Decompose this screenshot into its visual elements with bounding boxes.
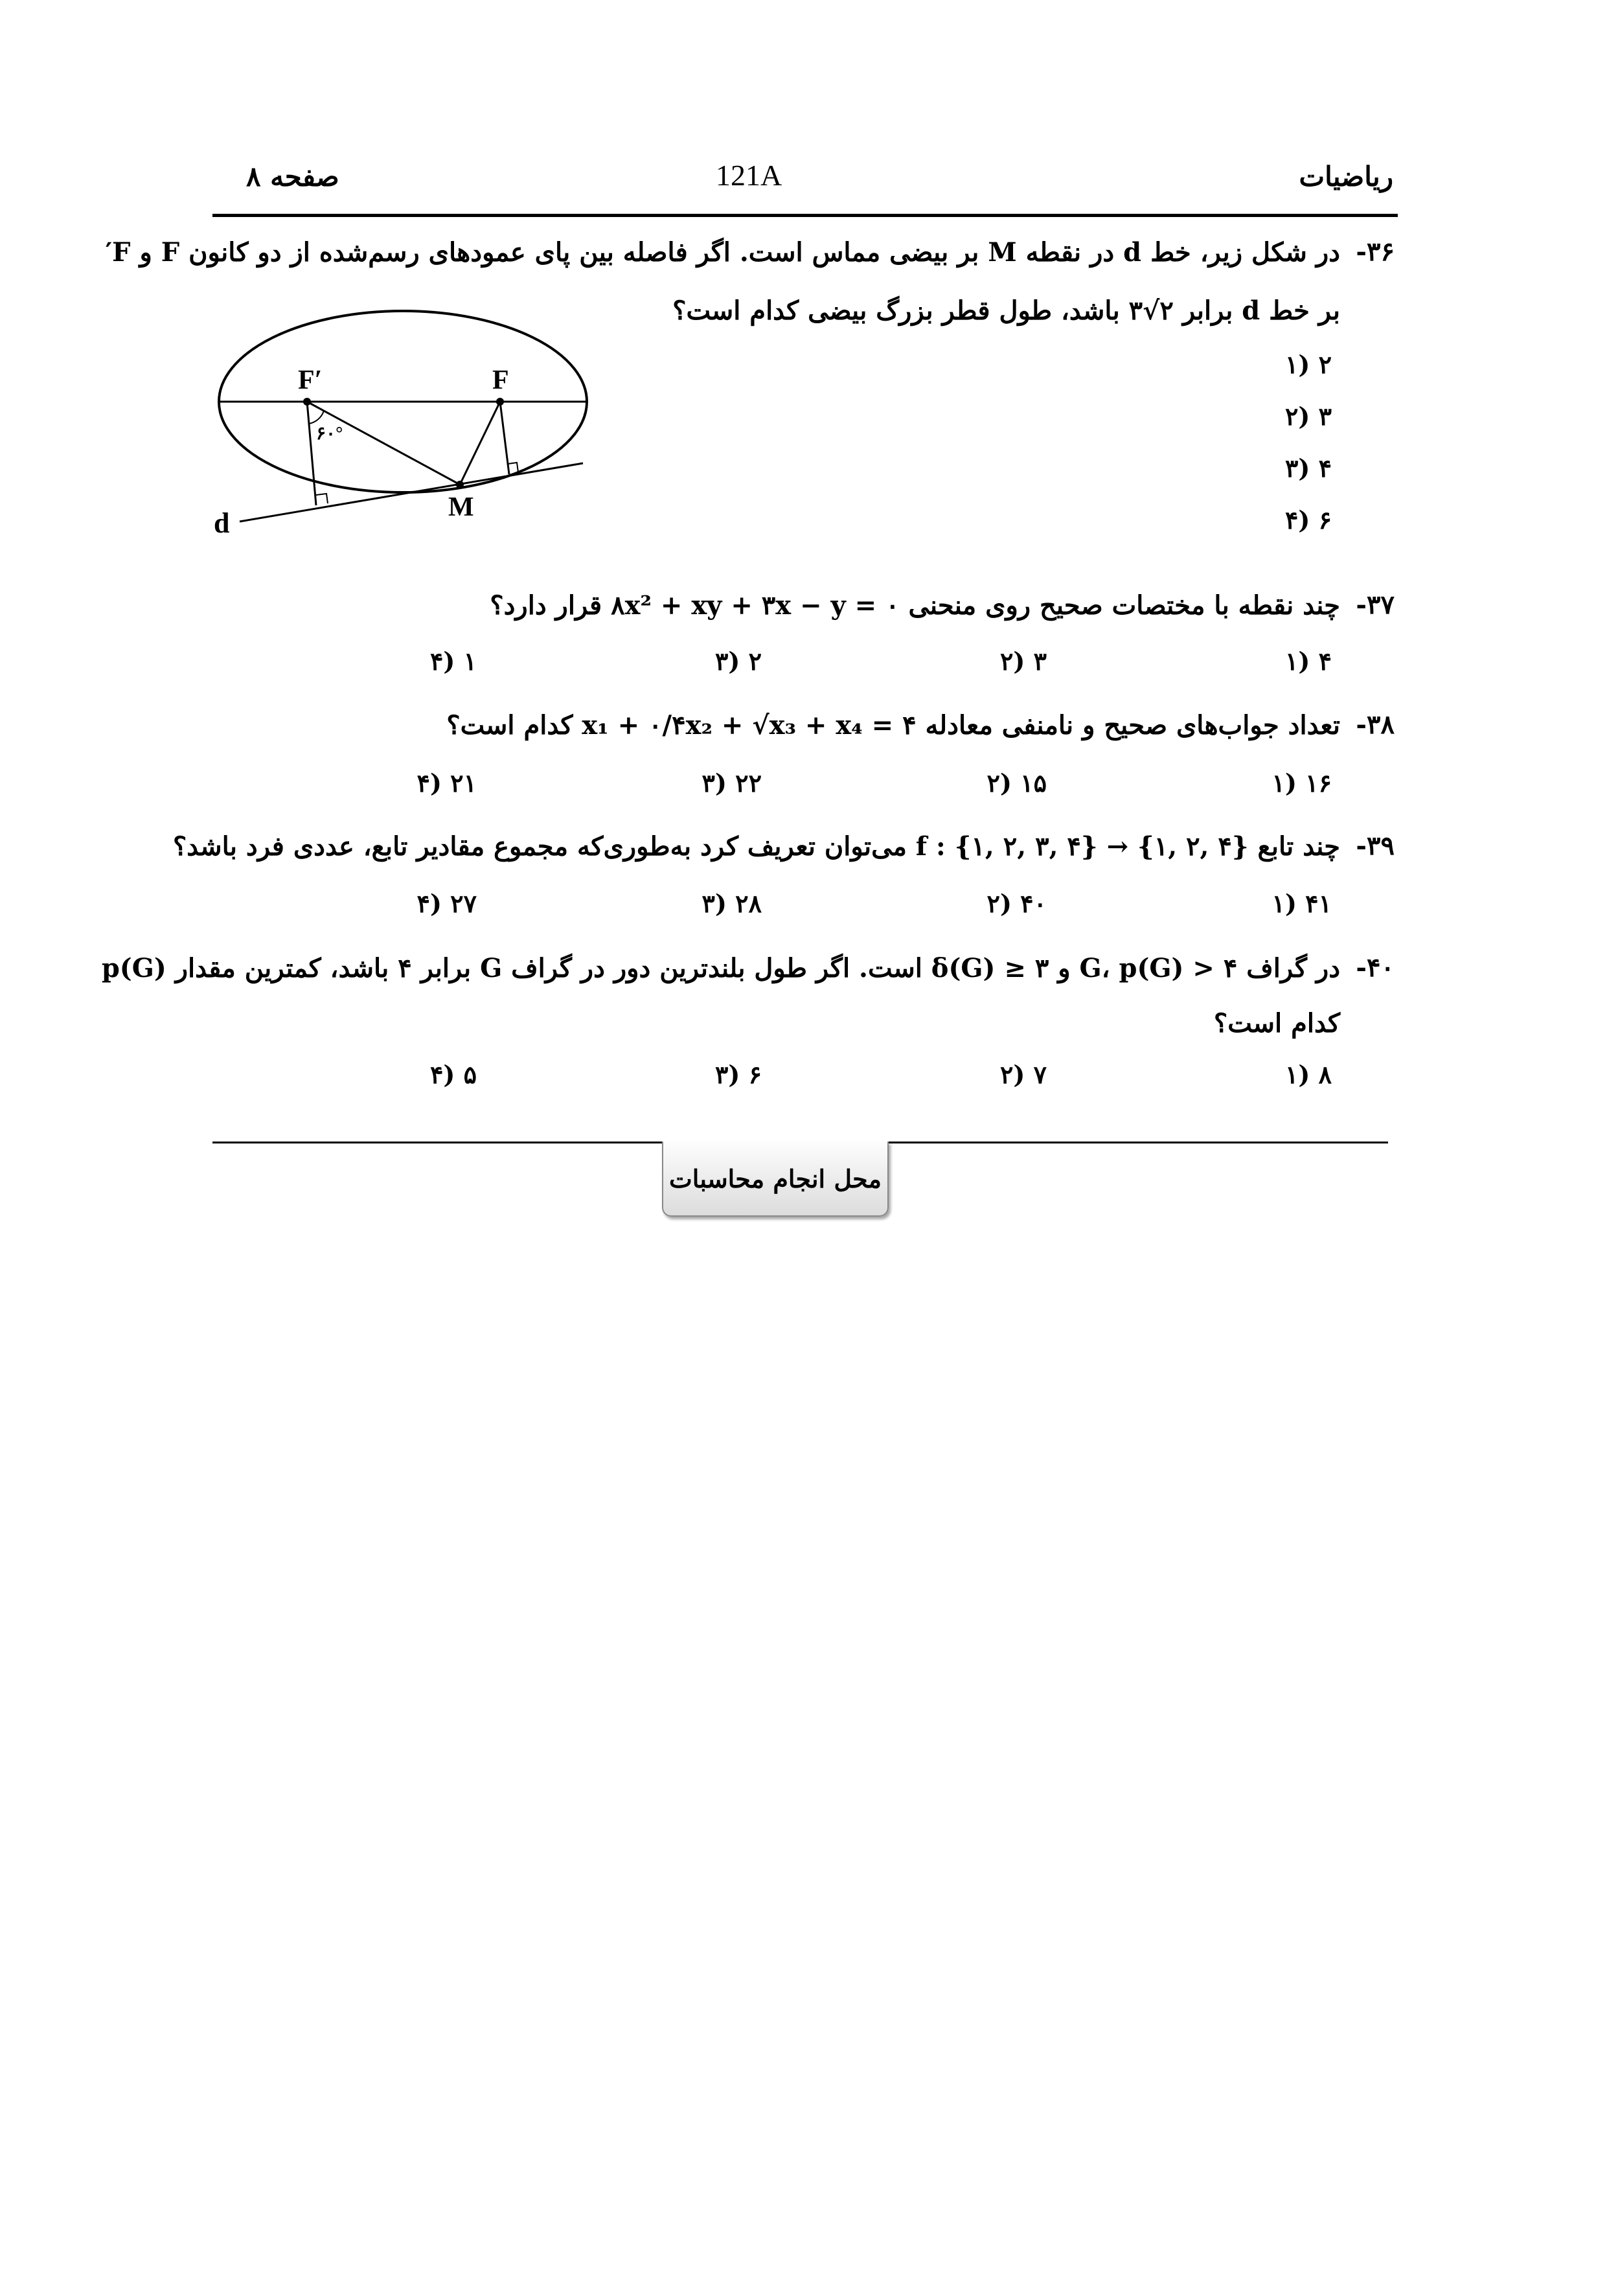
subject-title: ریاضیات bbox=[1299, 161, 1393, 192]
option-2[interactable]: ۱۵ (۲ bbox=[986, 768, 1047, 798]
ellipse-tangent-figure bbox=[201, 292, 602, 551]
calculation-area-tab bbox=[662, 1142, 889, 1217]
angle-arc bbox=[309, 411, 324, 424]
option-1[interactable]: ۸ (۱ bbox=[1284, 1060, 1332, 1089]
option-2[interactable]: ۳ (۲ bbox=[1284, 402, 1332, 431]
booklet-code: 121A bbox=[716, 159, 782, 192]
option-1[interactable]: ۴۱ (۱ bbox=[1271, 889, 1332, 918]
option-3[interactable]: ۲۸ (۳ bbox=[701, 889, 762, 918]
page-number: صفحه ۸ bbox=[246, 161, 339, 192]
option-4[interactable]: ۵ (۴ bbox=[429, 1060, 477, 1089]
option-4[interactable]: ۶ (۴ bbox=[1284, 505, 1332, 534]
option-1[interactable]: ۲ (۱ bbox=[1284, 350, 1332, 379]
option-3[interactable]: ۲۲ (۳ bbox=[701, 768, 762, 798]
question-number: ۴۰- bbox=[1356, 952, 1395, 983]
question-text: چند تابع f : {۱, ۲, ۳, ۴} → {۱, ۲, ۴} می‌توان تعریف کرد به‌طوری‌که مجموع مقادیر تابع، عددی فرد باشد؟ bbox=[172, 831, 1340, 862]
option-2[interactable]: ۴۰ (۲ bbox=[986, 889, 1047, 918]
question-text: بر خط d برابر ۲√۳ باشد، طول قطر بزرگ بیضی کدام است؟ bbox=[672, 295, 1340, 326]
perpendicular-from-f-prime bbox=[307, 402, 316, 505]
focus-f-prime-point bbox=[303, 398, 311, 406]
option-4[interactable]: ۲۱ (۴ bbox=[416, 768, 477, 798]
option-3[interactable]: ۲ (۳ bbox=[714, 647, 762, 676]
question-number: ۳۹- bbox=[1356, 831, 1395, 861]
header-rule bbox=[212, 214, 1398, 217]
tangent-line-d bbox=[240, 463, 583, 522]
question-text: چند نقطه با مختصات صحیح روی منحنی ۸x² + xy + ۳x − y = ۰ قرار دارد؟ bbox=[490, 590, 1340, 621]
segment-f-m bbox=[460, 402, 500, 485]
option-2[interactable]: ۷ (۲ bbox=[999, 1060, 1047, 1089]
label-f: F bbox=[492, 365, 509, 395]
focus-f-point bbox=[496, 398, 504, 406]
label-m: M bbox=[448, 492, 474, 522]
question-number: ۳۸- bbox=[1356, 709, 1395, 740]
option-1[interactable]: ۴ (۱ bbox=[1284, 647, 1332, 676]
option-2[interactable]: ۳ (۲ bbox=[999, 647, 1047, 676]
option-3[interactable]: ۴ (۳ bbox=[1284, 453, 1332, 483]
tangent-point-m bbox=[456, 481, 464, 488]
label-d: d bbox=[214, 507, 230, 539]
right-angle-mark bbox=[316, 494, 328, 503]
angle-label: ۶۰° bbox=[316, 424, 343, 444]
calculation-area-label: محل انجام محاسبات bbox=[669, 1164, 882, 1193]
question-text: در گراف G، p(G) > ۴ و δ(G) ≥ ۳ است. اگر طول بلندترین دور در گراف G برابر ۴ باشد، کمترین مقدار p(G) bbox=[101, 953, 1340, 983]
label-f-prime: F′ bbox=[298, 365, 323, 395]
question-number: ۳۷- bbox=[1356, 590, 1395, 620]
option-1[interactable]: ۱۶ (۱ bbox=[1271, 768, 1332, 798]
question-text: کدام است؟ bbox=[1214, 1008, 1340, 1039]
option-4[interactable]: ۱ (۴ bbox=[429, 647, 477, 676]
question-number: ۳۶- bbox=[1356, 236, 1395, 267]
question-text: تعداد جواب‌های صحیح و نامنفی معادله x₁ + ۰/۴x₂ + √x₃ + x₄ = ۴ کدام است؟ bbox=[446, 710, 1340, 740]
option-4[interactable]: ۲۷ (۴ bbox=[416, 889, 477, 918]
option-3[interactable]: ۶ (۳ bbox=[714, 1060, 762, 1089]
question-text: در شکل زیر، خط d در نقطه M بر بیضی مماس است. اگر فاصله بین پای عمودهای رسم‌شده از دو کانون F و F′ bbox=[105, 237, 1340, 268]
